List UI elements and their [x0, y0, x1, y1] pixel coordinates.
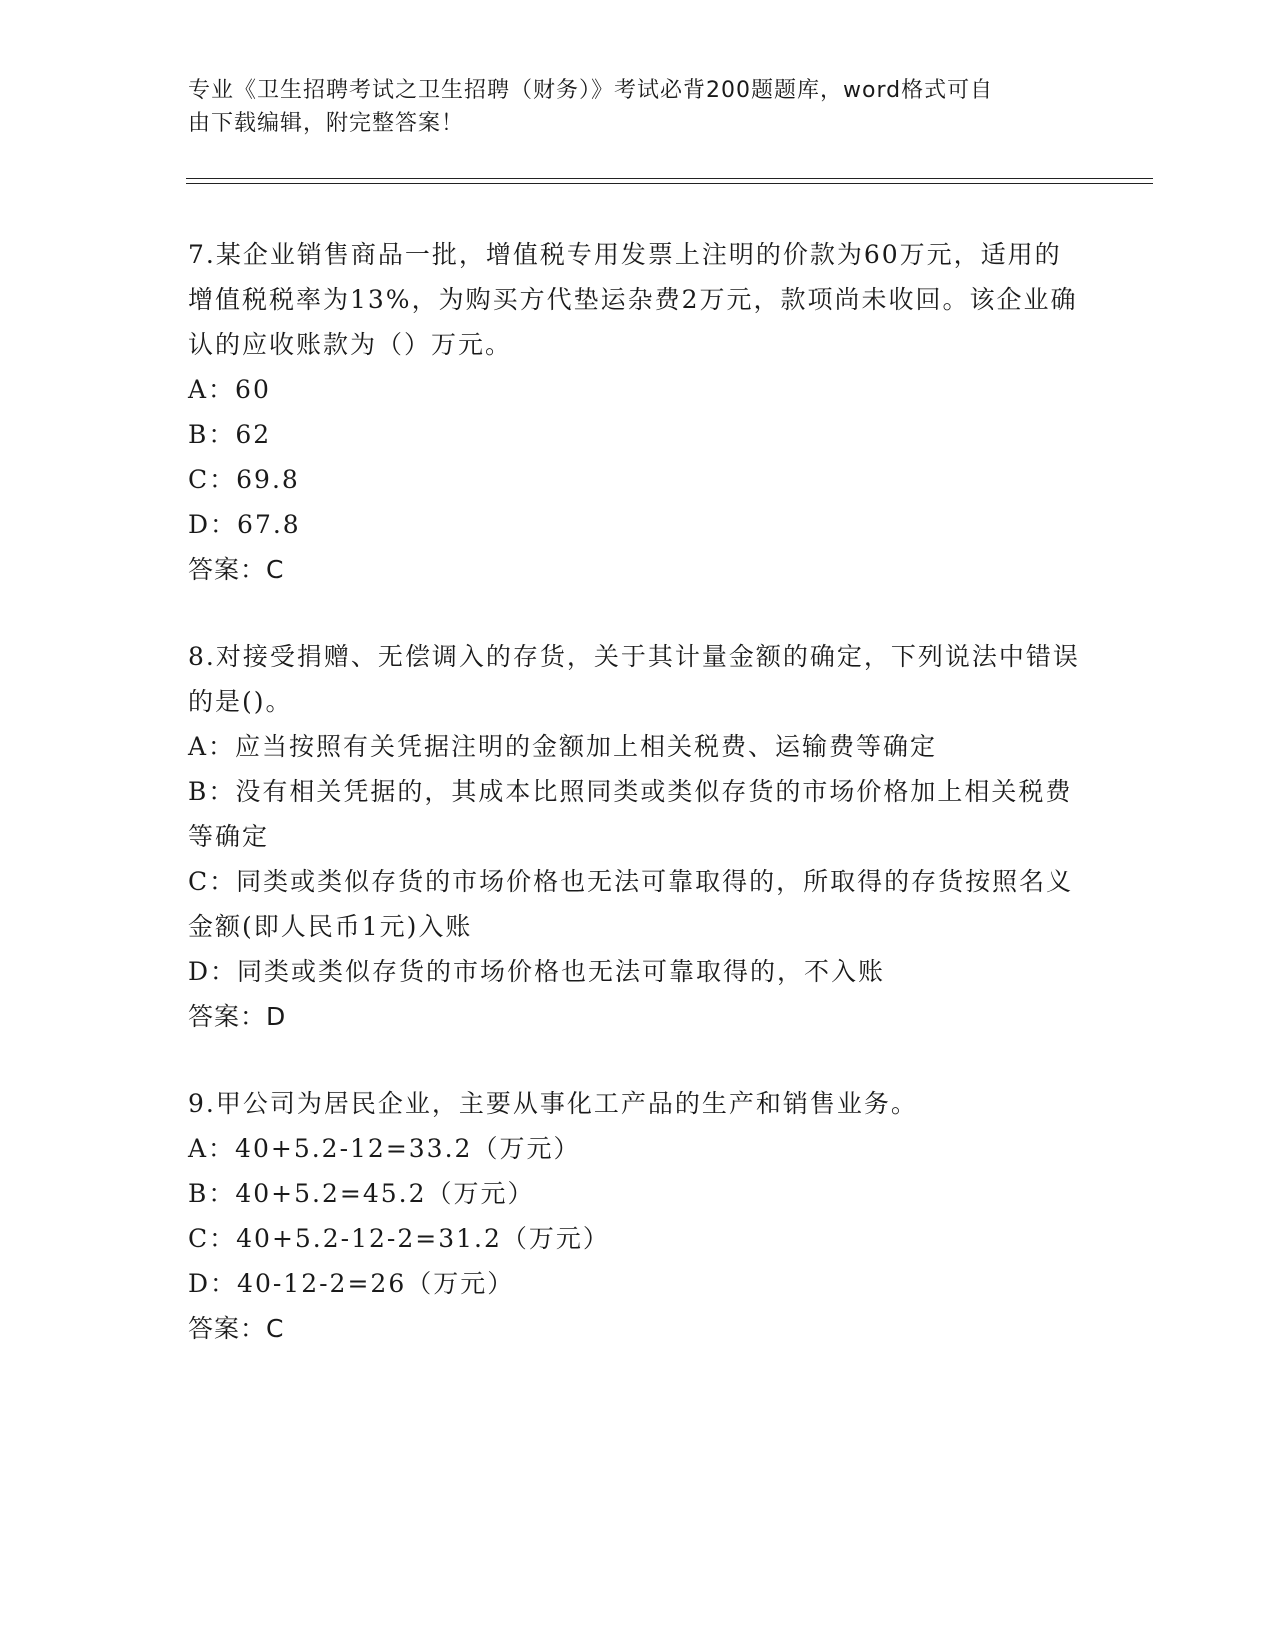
question-list	[188, 232, 1088, 1393]
option-a: A：应当按照有关凭据注明的金额加上相关税费、运输费等确定	[188, 732, 938, 761]
option-b: B：没有相关凭据的，其成本比照同类或类似存货的市场价格加上相关税费等确定	[188, 777, 1073, 851]
header-title-line-2: 由下载编辑，附完整答案！	[188, 111, 465, 136]
option-c: C：同类或类似存货的市场价格也无法可靠取得的，所取得的存货按照名义金额(即人民币1元)入账	[188, 867, 1074, 941]
answer-label: 答案：D	[188, 1002, 287, 1031]
option-b: B：62	[188, 420, 272, 449]
question-stem: 8.对接受捐赠、无偿调入的存货，关于其计量金额的确定，下列说法中错误的是()。	[188, 642, 1080, 716]
header-divider-bottom	[186, 183, 1153, 184]
answer-label: 答案：C	[188, 555, 285, 584]
option-d: D：同类或类似存货的市场价格也无法可靠取得的，不入账	[188, 957, 886, 986]
document-header	[188, 74, 1088, 140]
answer-label: 答案：C	[188, 1314, 285, 1343]
option-c: C：69.8	[188, 465, 300, 494]
option-c: C：40+5.2-12-2=31.2（万元）	[188, 1224, 610, 1253]
header-title-line-1: 专业《卫生招聘考试之卫生招聘（财务）》考试必背200题题库，word格式可自	[188, 78, 994, 103]
header-divider-top	[186, 178, 1153, 179]
option-d: D：67.8	[188, 510, 301, 539]
question-stem: 7.某企业销售商品一批，增值税专用发票上注明的价款为60万元，适用的增值税税率为13%，为购买方代垫运杂费2万元，款项尚未收回。该企业确认的应收账款为（）万元。	[188, 240, 1078, 359]
option-a: A：60	[188, 375, 271, 404]
question-8	[188, 634, 1088, 1039]
question-stem: 9.甲公司为居民企业，主要从事化工产品的生产和销售业务。	[188, 1089, 918, 1118]
question-9	[188, 1081, 1088, 1351]
option-d: D：40-12-2=26（万元）	[188, 1269, 515, 1298]
option-a: A：40+5.2-12=33.2（万元）	[188, 1134, 581, 1163]
option-b: B：40+5.2=45.2（万元）	[188, 1179, 535, 1208]
question-7	[188, 232, 1088, 592]
